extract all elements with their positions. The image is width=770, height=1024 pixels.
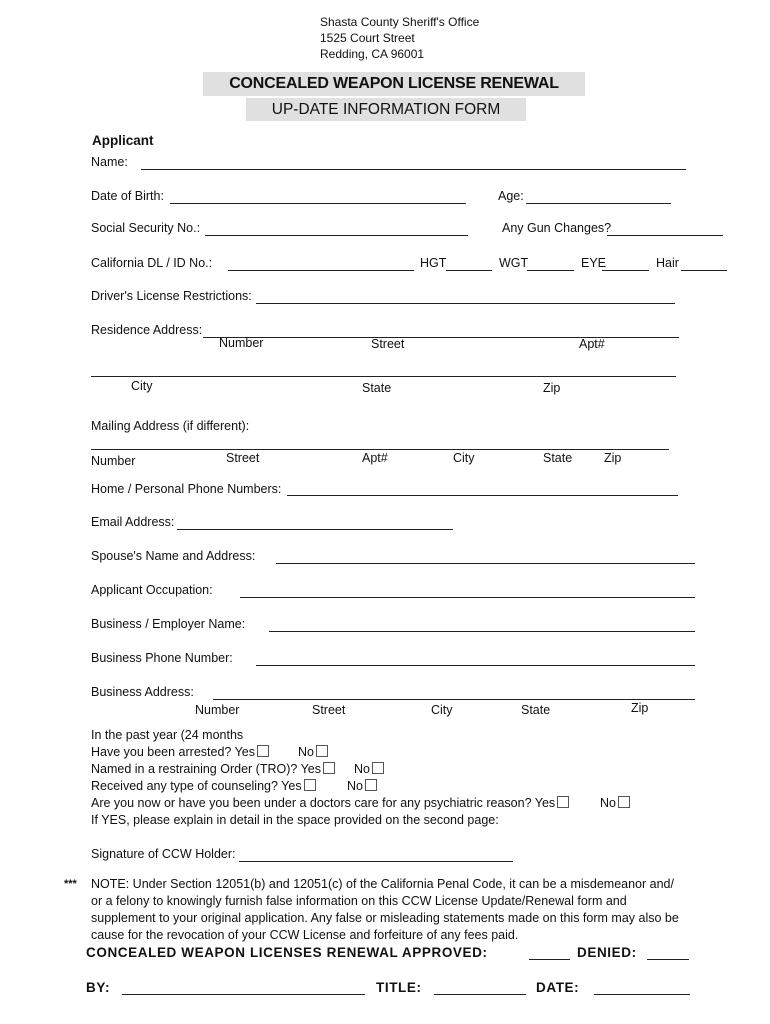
- residence-zip-label: Zip: [543, 381, 561, 395]
- question-arrested: [91, 745, 269, 759]
- form-subtitle: UP-DATE INFORMATION FORM: [246, 98, 526, 121]
- arrested-no-checkbox[interactable]: [316, 745, 328, 757]
- psychiatric-no-label: No: [600, 796, 616, 810]
- hgt-label: HGT: [420, 256, 447, 270]
- psychiatric-yes-checkbox[interactable]: [557, 796, 569, 808]
- title-label: TITLE:: [376, 980, 422, 995]
- phone-field[interactable]: [287, 495, 678, 496]
- date-label: DATE:: [536, 980, 580, 995]
- dl-label: California DL / ID No.:: [91, 256, 213, 270]
- business-phone-label: Business Phone Number:: [91, 651, 233, 665]
- email-label: Email Address:: [91, 515, 175, 529]
- question-psychiatric-text: Are you now or have you been under a doctors care for any psychiatric reason? Yes: [91, 796, 556, 810]
- psychiatric-no: [600, 796, 630, 810]
- phone-label: Home / Personal Phone Numbers:: [91, 482, 282, 496]
- hair-label: Hair: [656, 256, 679, 270]
- tro-no: [354, 762, 384, 776]
- business-phone-field[interactable]: [256, 665, 695, 666]
- email-field[interactable]: [177, 529, 453, 530]
- business-zip-label: Zip: [631, 701, 649, 715]
- question-counseling-text: Received any type of counseling? Yes: [91, 779, 302, 793]
- mailing-label: Mailing Address (if different):: [91, 419, 250, 433]
- tro-no-checkbox[interactable]: [372, 762, 384, 774]
- note-marker: ***: [64, 878, 77, 890]
- questions-intro: In the past year (24 months: [91, 728, 244, 742]
- psychiatric-no-checkbox[interactable]: [618, 796, 630, 808]
- dl-restrictions-field[interactable]: [256, 303, 675, 304]
- eye-field[interactable]: [602, 270, 649, 271]
- arrested-no: [298, 745, 328, 759]
- dob-label: Date of Birth:: [91, 189, 164, 203]
- arrested-yes-checkbox[interactable]: [257, 745, 269, 757]
- denied-field[interactable]: [647, 959, 689, 960]
- spouse-field[interactable]: [276, 563, 695, 564]
- dob-field[interactable]: [170, 203, 466, 204]
- hair-field[interactable]: [681, 270, 727, 271]
- signature-label: Signature of CCW Holder:: [91, 847, 236, 861]
- wgt-label: WGT: [499, 256, 529, 270]
- dl-field[interactable]: [228, 270, 414, 271]
- dl-restrictions-label: Driver's License Restrictions:: [91, 289, 252, 303]
- gun-changes-label: Any Gun Changes?: [502, 221, 612, 235]
- tro-yes-checkbox[interactable]: [323, 762, 335, 774]
- mailing-street-label: Street: [226, 451, 260, 465]
- date-field[interactable]: [594, 994, 690, 995]
- question-tro-text: Named in a restraining Order (TRO)? Yes: [91, 762, 321, 776]
- business-state-label: State: [521, 703, 551, 717]
- question-arrested-text: Have you been arrested? Yes: [91, 745, 256, 759]
- arrested-no-label: No: [298, 745, 314, 759]
- eye-label: EYE: [581, 256, 607, 270]
- title-field[interactable]: [434, 994, 526, 995]
- hgt-field[interactable]: [446, 270, 492, 271]
- question-tro: [91, 762, 335, 776]
- mailing-apt-label: Apt#: [362, 451, 388, 465]
- counseling-no-label: No: [347, 779, 363, 793]
- section-applicant: Applicant: [92, 133, 154, 148]
- mailing-state-label: State: [543, 451, 573, 465]
- note-text: NOTE: Under Section 12051(b) and 12051(c) of the California Penal Code, it can be a misdemeanor and/ or a felony to knowingly furnish false information on this CCW License Update/Renewal form and supplement to your original application. Any false or misleading statements made on this form may also be cause for the revocation of your CCW License and forfeiture of any fees paid.: [91, 877, 679, 942]
- counseling-no-checkbox[interactable]: [365, 779, 377, 791]
- question-counseling: [91, 779, 316, 793]
- wgt-field[interactable]: [527, 270, 574, 271]
- ssn-label: Social Security No.:: [91, 221, 201, 235]
- form-title: CONCEALED WEAPON LICENSE RENEWAL: [203, 72, 585, 96]
- residence-apt-label: Apt#: [579, 337, 605, 351]
- residence-city-label: City: [131, 379, 153, 393]
- name-label: Name:: [91, 155, 128, 169]
- name-field[interactable]: [141, 169, 686, 170]
- mailing-city-label: City: [453, 451, 475, 465]
- spouse-label: Spouse's Name and Address:: [91, 549, 256, 563]
- tro-no-label: No: [354, 762, 370, 776]
- residence-line2-field[interactable]: [91, 376, 676, 377]
- by-field[interactable]: [122, 994, 365, 995]
- employer-label: Business / Employer Name:: [91, 617, 246, 631]
- renewal-approved-label: CONCEALED WEAPON LICENSES RENEWAL APPROVED:: [86, 945, 488, 960]
- office-city: Redding, CA 96001: [320, 47, 425, 61]
- business-number-label: Number: [195, 703, 240, 717]
- denied-label: DENIED:: [577, 945, 637, 960]
- counseling-yes-checkbox[interactable]: [304, 779, 316, 791]
- residence-line1-field[interactable]: [203, 337, 679, 338]
- office-name: Shasta County Sheriff's Office: [320, 15, 480, 29]
- business-address-field[interactable]: [213, 699, 695, 700]
- mailing-zip-label: Zip: [604, 451, 622, 465]
- office-street: 1525 Court Street: [320, 31, 415, 45]
- mailing-field[interactable]: [91, 449, 669, 450]
- ssn-field[interactable]: [205, 235, 468, 236]
- business-city-label: City: [431, 703, 453, 717]
- question-explain: If YES, please explain in detail in the space provided on the second page:: [91, 813, 499, 827]
- approved-field[interactable]: [529, 959, 570, 960]
- residence-label: Residence Address:: [91, 323, 203, 337]
- counseling-no: [347, 779, 377, 793]
- business-street-label: Street: [312, 703, 346, 717]
- mailing-number-label: Number: [91, 454, 136, 468]
- gun-changes-field[interactable]: [607, 235, 723, 236]
- residence-state-label: State: [362, 381, 392, 395]
- question-psychiatric: [91, 796, 569, 810]
- by-label: BY:: [86, 980, 111, 995]
- occupation-label: Applicant Occupation:: [91, 583, 213, 597]
- employer-field[interactable]: [269, 631, 695, 632]
- occupation-field[interactable]: [240, 597, 695, 598]
- residence-number-label: Number: [219, 336, 264, 350]
- business-address-label: Business Address:: [91, 685, 194, 699]
- age-label: Age:: [498, 189, 524, 203]
- signature-field[interactable]: [239, 861, 513, 862]
- age-field[interactable]: [526, 203, 671, 204]
- residence-street-label: Street: [371, 337, 405, 351]
